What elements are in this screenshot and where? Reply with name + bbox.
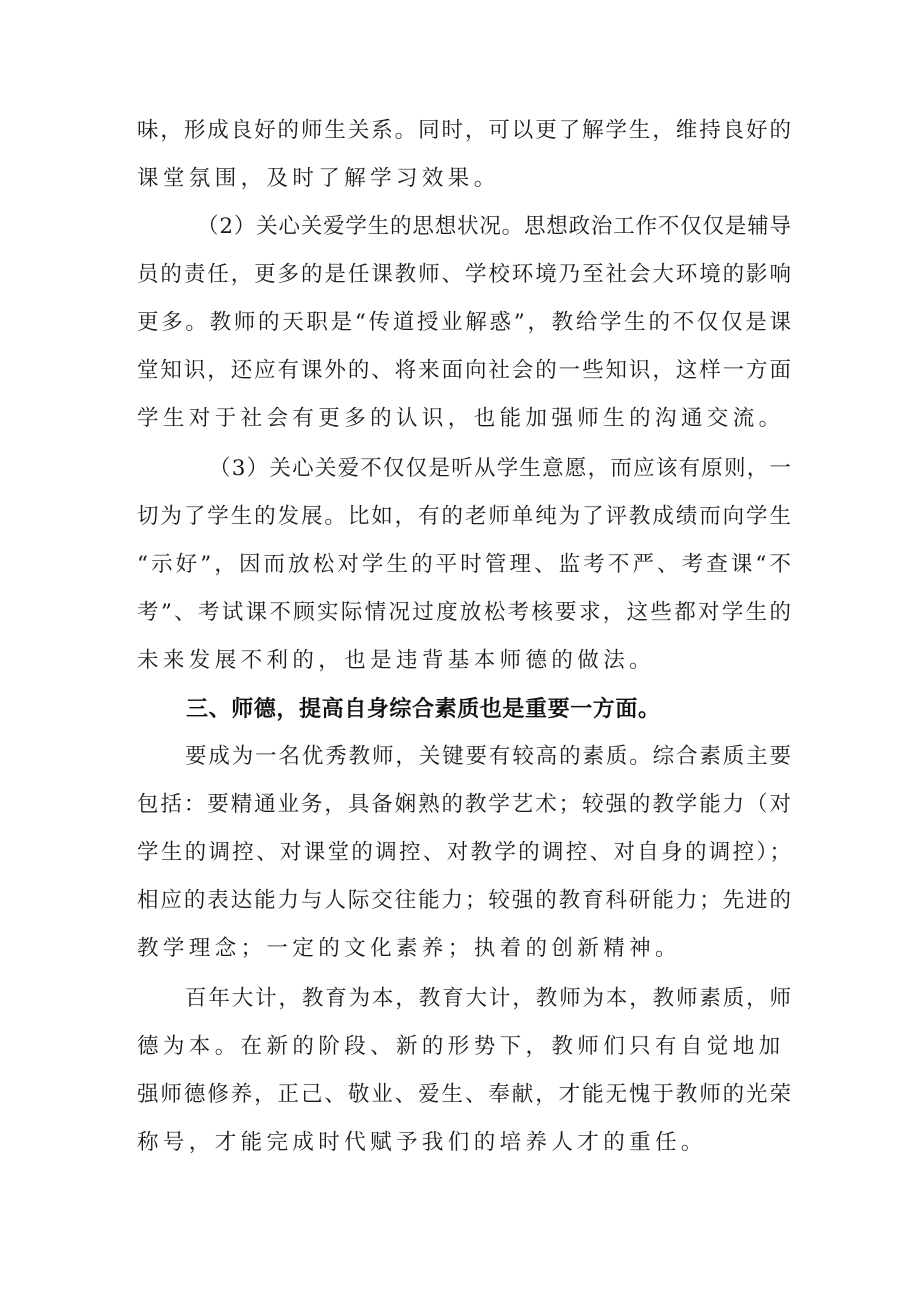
text-line: “示好”，因而放松对学生的平时管理、监考不严、考查课“不: [137, 552, 791, 577]
text-line: 员的责任，更多的是任课教师、学校环境乃至社会大环境的影响: [137, 262, 791, 287]
text-line: 切为了学生的发展。比如，有的老师单纯为了评教成绩而向学生: [137, 504, 791, 529]
text-line: 相应的表达能力与人际交往能力；较强的教育科研能力；先进的: [137, 888, 791, 913]
text-line: 考”、考试课不顾实际情况过度放松考核要求，这些都对学生的: [137, 600, 791, 625]
text-line: 课堂氛围，及时了解学习效果。: [137, 166, 500, 191]
text-line: 更多。教师的天职是“传道授业解惑”，教给学生的不仅仅是课: [137, 310, 791, 335]
text-line: 强师德修养，正己、敬业、爱生、奉献，才能无愧于教师的光荣: [137, 1082, 791, 1107]
text-line: 味，形成良好的师生关系。同时，可以更了解学生，维持良好的: [137, 118, 791, 143]
text-line: 称号，才能完成时代赋予我们的培养人才的重任。: [137, 1130, 707, 1155]
text-line: （2）关心关爱学生的思想状况。思想政治工作不仅仅是辅导: [197, 214, 791, 239]
text-line: 教学理念；一定的文化素养；执着的创新精神。: [137, 936, 681, 961]
section-heading: 三、师德，提高自身综合素质也是重要一方面。: [186, 697, 661, 722]
text-line: 百年大计，教育为本，教育大计，教师为本，教师素质，师: [185, 986, 791, 1011]
text-line: 要成为一名优秀教师，关键要有较高的素质。综合素质主要: [185, 744, 791, 769]
text-line: （3）关心关爱不仅仅是听从学生意愿，而应该有原则，一: [209, 456, 791, 481]
text-line: 学生的调控、对课堂的调控、对教学的调控、对自身的调控）；: [137, 840, 791, 865]
text-line: 堂知识，还应有课外的、将来面向社会的一些知识，这样一方面: [137, 358, 791, 383]
text-line: 德为本。在新的阶段、新的形势下，教师们只有自觉地加: [137, 1034, 785, 1059]
text-line: 包括：要精通业务，具备娴熟的教学艺术；较强的教学能力（对: [137, 792, 791, 817]
text-line: 学生对于社会有更多的认识，也能加强师生的沟通交流。: [137, 406, 785, 431]
text-line: 未来发展不利的，也是违背基本师德的做法。: [137, 648, 656, 673]
